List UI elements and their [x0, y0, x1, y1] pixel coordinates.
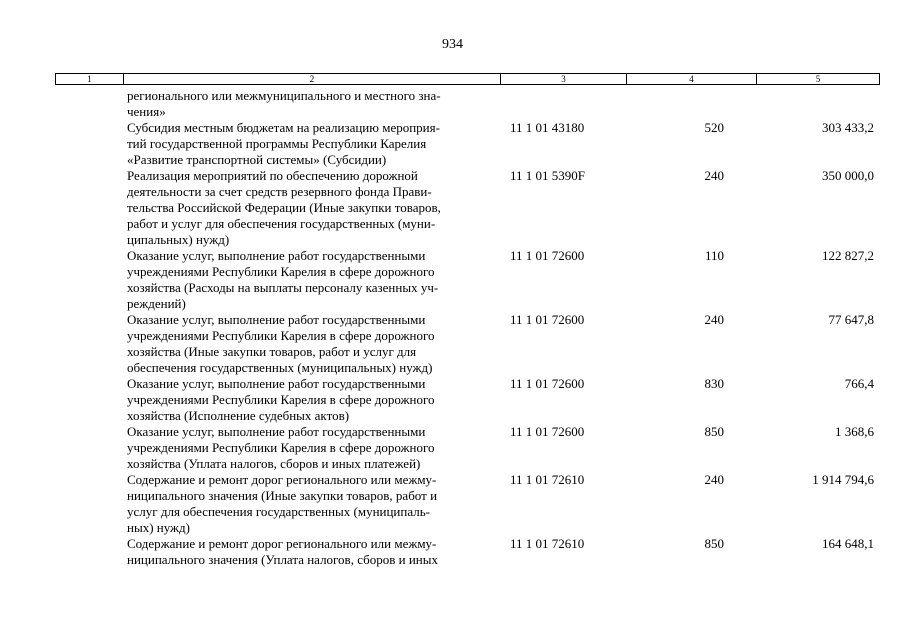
description-line: Субсидия местным бюджетам на реализацию мероприя- [127, 120, 440, 135]
header-col-2: 2 [123, 74, 500, 84]
table-row [55, 472, 880, 536]
description-line: деятельности за счет средств резервного фонда Прави- [127, 184, 432, 199]
row-amount: 122 827,2 [822, 248, 874, 263]
header-col-5: 5 [756, 74, 879, 84]
row-description [127, 424, 504, 472]
row-amount: 77 647,8 [828, 312, 874, 327]
row-expense-type: 240 [704, 168, 724, 183]
row-expense-type: 520 [704, 120, 724, 135]
row-code: 11 1 01 5390F [510, 168, 585, 183]
table-row [55, 248, 880, 312]
description-line: «Развитие транспортной системы» (Субсидии) [127, 152, 387, 167]
description-line: услуг для обеспечения государственных (муниципаль- [127, 504, 430, 519]
row-amount [728, 88, 880, 120]
row-expense-type: 850 [704, 536, 724, 551]
row-amount: 303 433,2 [822, 120, 874, 135]
description-line: регионального или межмуниципального и местного зна- [127, 88, 441, 103]
row-code: 11 1 01 72610 [510, 536, 585, 551]
row-description [127, 120, 504, 168]
table-row [55, 536, 880, 568]
row-expense-type [630, 88, 728, 120]
description-line: Содержание и ремонт дорог регионального или межму- [127, 472, 437, 487]
description-line: ниципального значения (Уплата налогов, сборов и иных [127, 552, 438, 567]
description-line: хозяйства (Иные закупки товаров, работ и услуг для [127, 344, 417, 359]
description-line: ных) нужд) [127, 520, 190, 535]
description-line: Содержание и ремонт дорог регионального или межму- [127, 536, 437, 551]
table-row [55, 168, 880, 248]
row-code: 11 1 01 43180 [510, 120, 585, 135]
description-line: тий государственной программы Республики Карелия [127, 136, 427, 151]
description-line: Оказание услуг, выполнение работ государственными [127, 376, 426, 391]
table-header [55, 73, 880, 85]
row-expense-type: 830 [704, 376, 724, 391]
row-description [127, 88, 504, 120]
row-description [127, 248, 504, 312]
row-code [504, 88, 630, 120]
row-description [127, 472, 504, 536]
description-line: ниципального значения (Иные закупки товаров, работ и [127, 488, 438, 503]
description-line: учреждениями Республики Карелия в сфере дорожного [127, 328, 435, 343]
page-number: 934 [442, 37, 463, 52]
table-row [55, 120, 880, 168]
row-amount: 1 368,6 [835, 424, 874, 439]
description-line: учреждениями Республики Карелия в сфере дорожного [127, 264, 435, 279]
table-body [55, 88, 880, 568]
row-code: 11 1 01 72600 [510, 376, 585, 391]
table-row [55, 376, 880, 424]
description-line: работ и услуг для обеспечения государственных (муни- [127, 216, 436, 231]
row-expense-type: 110 [704, 248, 724, 263]
description-line: ципальных) нужд) [127, 232, 230, 247]
row-code: 11 1 01 72600 [510, 248, 585, 263]
header-col-4: 4 [626, 74, 756, 84]
row-description [127, 536, 504, 568]
header-col-3: 3 [500, 74, 626, 84]
row-expense-type: 240 [704, 472, 724, 487]
description-line: хозяйства (Исполнение судебных актов) [127, 408, 350, 423]
description-line: учреждениями Республики Карелия в сфере дорожного [127, 440, 435, 455]
row-description [127, 376, 504, 424]
row-description [127, 168, 504, 248]
description-line: Оказание услуг, выполнение работ государственными [127, 312, 426, 327]
header-col-1: 1 [87, 74, 92, 84]
row-amount: 350 000,0 [822, 168, 874, 183]
row-description [127, 312, 504, 376]
description-line: Оказание услуг, выполнение работ государственными [127, 248, 426, 263]
row-amount: 1 914 794,6 [812, 472, 874, 487]
table-row [55, 424, 880, 472]
row-amount: 766,4 [844, 376, 874, 391]
description-line: обеспечения государственных (муниципальных) нужд) [127, 360, 433, 375]
description-line: чения» [127, 104, 166, 119]
description-line: хозяйства (Уплата налогов, сборов и иных платежей) [127, 456, 421, 471]
description-line: хозяйства (Расходы на выплаты персоналу казенных уч- [127, 280, 439, 295]
description-line: тельства Российской Федерации (Иные закупки товаров, [127, 200, 441, 215]
description-line: реждений) [127, 296, 186, 311]
description-line: Оказание услуг, выполнение работ государственными [127, 424, 426, 439]
row-code: 11 1 01 72600 [510, 424, 585, 439]
row-amount: 164 648,1 [822, 536, 874, 551]
table-row [55, 88, 880, 120]
table-row [55, 312, 880, 376]
row-expense-type: 240 [704, 312, 724, 327]
row-code: 11 1 01 72610 [510, 472, 585, 487]
row-code: 11 1 01 72600 [510, 312, 585, 327]
description-line: учреждениями Республики Карелия в сфере дорожного [127, 392, 435, 407]
description-line: Реализация мероприятий по обеспечению дорожной [127, 168, 418, 183]
row-expense-type: 850 [704, 424, 724, 439]
